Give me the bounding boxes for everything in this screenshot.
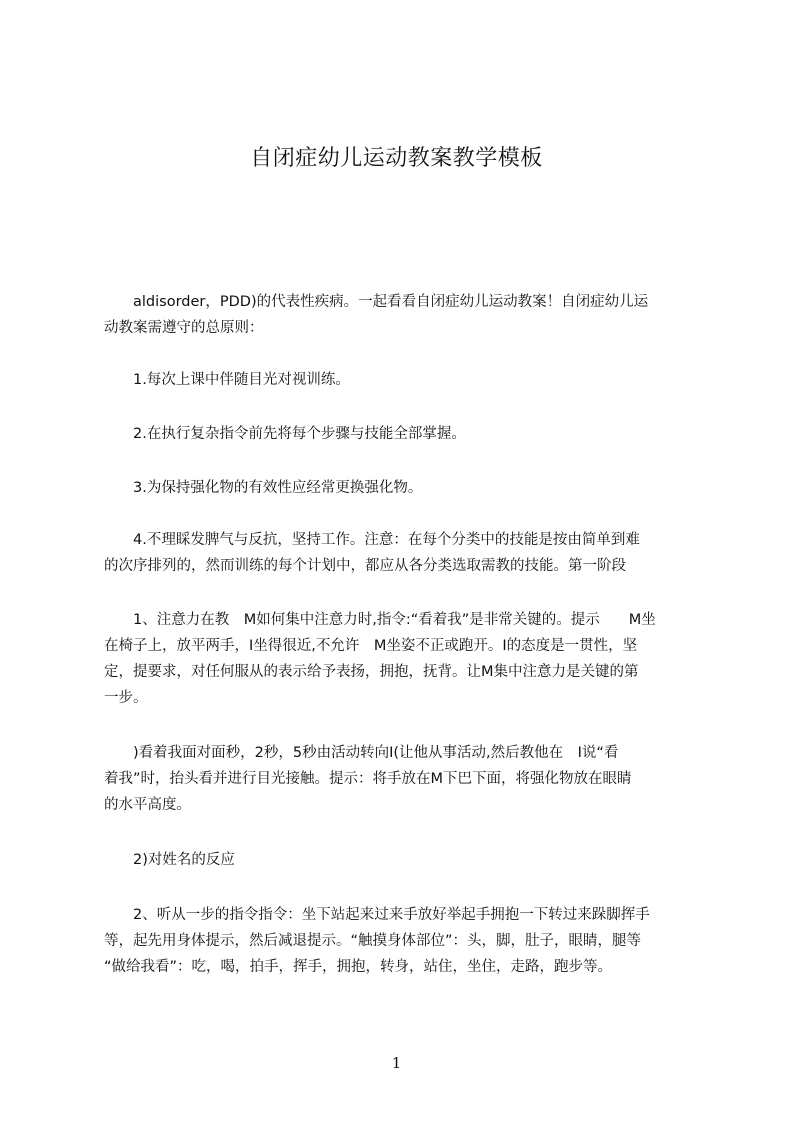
paragraph-look-at-me	[104, 740, 704, 818]
paragraph-one-step-instructions	[104, 902, 704, 980]
text-line: 一步。	[104, 690, 148, 706]
text-line: 2.在执行复杂指令前先将每个步骤与技能全部掌握。	[104, 426, 466, 442]
paragraph-principle-3	[104, 475, 704, 501]
paragraph-attention	[104, 607, 704, 711]
text-line: 的次序排列的，然而训练的每个计划中，都应从各分类选取需教的技能。第一阶段	[104, 558, 626, 574]
document-title: 自闭症幼儿运动教案教学模板	[250, 146, 543, 171]
paragraph-principle-1	[104, 367, 704, 393]
text-line: 等，起先用身体提示，然后减退提示。“触摸身体部位”：头，脚，肚子，眼睛，腿等	[104, 933, 642, 949]
text-line: 着我”时，抬头看并进行目光接触。提示：将手放在M下巴下面，将强化物放在眼睛	[104, 771, 632, 787]
text-line: 2、听从一步的指令指令：坐下站起来过来手放好举起手拥抱一下转过来跺脚挥手	[104, 907, 650, 923]
paragraph-principle-4	[104, 527, 704, 579]
page-number: 1	[391, 1054, 402, 1072]
text-line: 动教案需遵守的总原则：	[104, 320, 264, 336]
text-line: )看着我面对面秒，2秒，5秒由活动转向I(让他从事活动,然后教他在 I说“看	[104, 745, 619, 761]
text-line: 在椅子上，放平两手，I坐得很近,不允许 M坐姿不正或跑开。I的态度是一贯性，坚	[104, 638, 638, 654]
text-line: “做给我看”：吃，喝，拍手，挥手，拥抱，转身，站住，坐住，走路，跑步等。	[104, 959, 613, 975]
text-line: 3.为保持强化物的有效性应经常更换强化物。	[104, 480, 423, 496]
text-line: 的水平高度。	[104, 797, 191, 813]
paragraph-intro	[104, 289, 704, 341]
text-line: 1.每次上课中伴随目光对视训练。	[104, 372, 350, 388]
text-line: 4.不理睬发脾气与反抗，坚持工作。注意：在每个分类中的技能是按由简单到难	[104, 532, 640, 548]
text-line: 1、注意力在教 M如何集中注意力时,指令:“看着我”是非常关键的。提示 M坐	[104, 612, 656, 628]
text-line: aldisorder，PDD)的代表性疾病。一起看看自闭症幼儿运动教案！自闭症幼儿运	[104, 294, 649, 310]
paragraph-principle-2	[104, 421, 704, 447]
text-line: 定，提要求，对任何服从的表示给予表扬，拥抱，抚背。让M集中注意力是关键的第	[104, 664, 639, 680]
paragraph-name-response	[104, 847, 704, 873]
text-line: 2)对姓名的反应	[104, 852, 235, 868]
